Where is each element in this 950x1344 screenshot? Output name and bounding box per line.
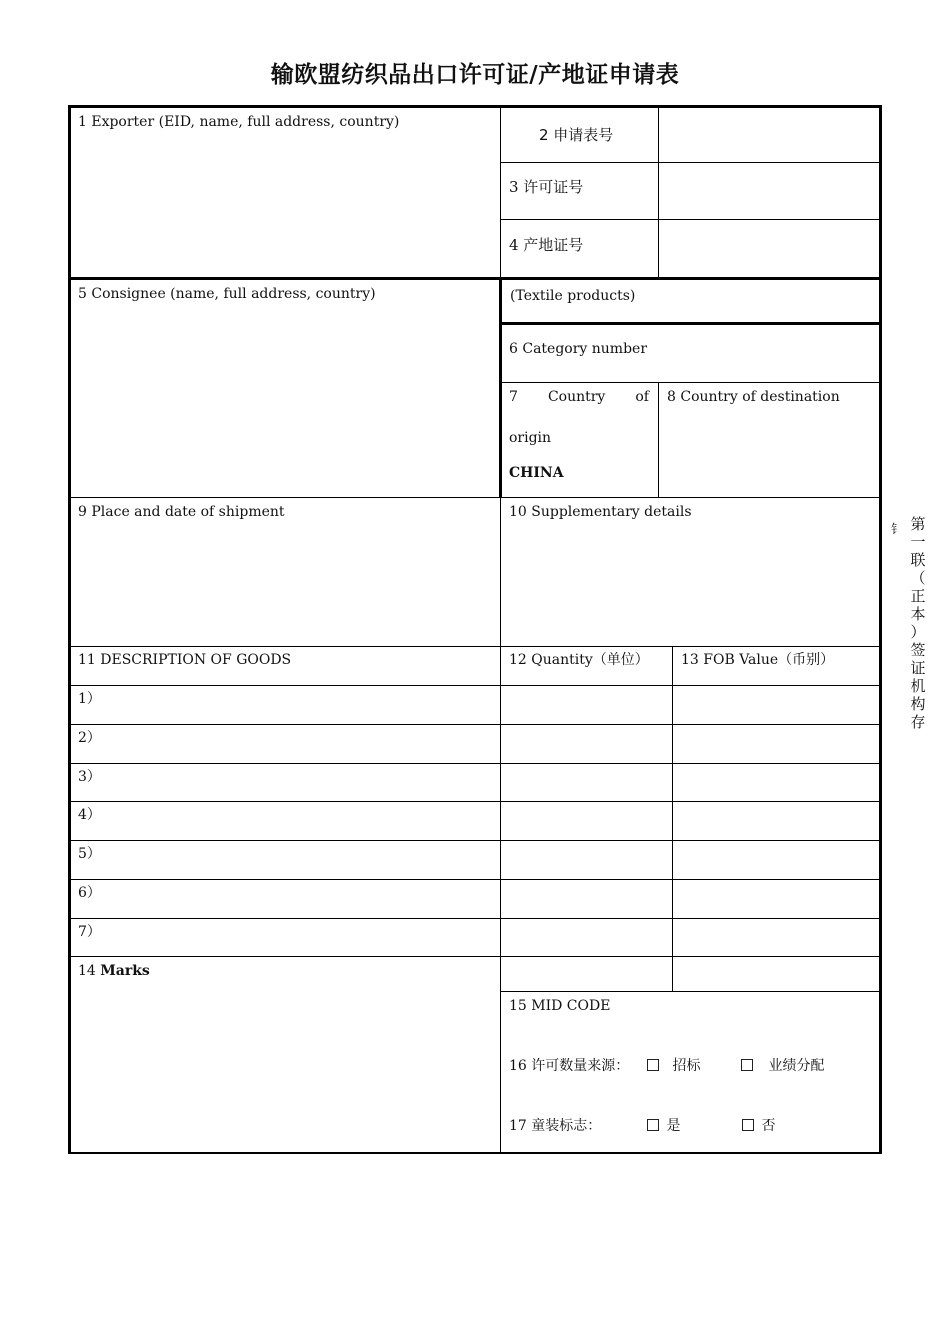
country-of-origin-value: CHINA [509,465,564,481]
consignee-label: 5 Consignee (name, full address, country) [78,286,376,302]
marks-number: 14 [78,963,96,979]
goods-row-label: 3） [78,769,101,785]
fob-value-label: 13 FOB Value（币别） [681,652,835,668]
shipment-label: 9 Place and date of shipment [78,504,285,520]
application-form [68,105,882,1154]
line-after-3 [500,219,881,220]
side-char: 构 [910,695,926,713]
line-goods-7 [68,956,882,957]
divider-col-234 [658,105,659,278]
yes-checkbox[interactable] [647,1119,659,1131]
side-char: 第 [910,515,926,533]
line-after-shipment [68,646,882,647]
line-goods-6 [68,918,882,919]
goods-row-label: 2） [78,730,101,746]
border-bottom [68,1152,882,1154]
divider-col-78 [658,382,659,498]
supplementary-label: 10 Supplementary details [509,504,692,520]
goods-row-label: 6） [78,885,101,901]
performance-label: 业绩分配 [768,1058,825,1074]
line-after-2 [500,162,881,163]
border-left [68,105,71,1154]
side-char: 正 [910,587,926,605]
country-of-origin-label-2: origin [509,430,552,446]
line-goods-5 [68,879,882,880]
no-label: 否 [761,1118,776,1134]
textile-products-label: (Textile products) [510,288,636,304]
side-char: 机 [910,677,926,695]
form-title: 输欧盟纺织品出口许可证/产地证申请表 [270,62,680,88]
origin-cert-no-label: 4 产地证号 [509,236,584,254]
side-char: （ [910,569,926,587]
license-no-label: 3 许可证号 [509,178,584,196]
line-goods-3 [68,801,882,802]
line-after-exporter [68,277,882,280]
country-of-destination-label: 8 Country of destination [667,389,840,405]
option-tender[interactable] [647,1057,700,1075]
side-char: ） [910,623,926,641]
line-goods-header [68,685,882,686]
exporter-label: 1 Exporter (EID, name, full address, country) [78,114,400,130]
divider-thick [499,278,502,498]
option-performance[interactable] [741,1057,824,1075]
line-goods-2 [68,763,882,764]
border-top [68,105,882,108]
category-number-label: 6 Category number [509,341,648,357]
line-goods-1 [68,724,882,725]
side-note [909,515,927,731]
country-of-origin-label [509,388,649,406]
goods-row-label: 4） [78,807,101,823]
marks-text: Marks [100,963,150,979]
yes-label: 是 [666,1118,681,1134]
divider-main [500,105,501,1154]
childrens-wear-label: 17 童装标志： [509,1118,602,1134]
quantity-label: 12 Quantity（单位） [509,652,649,668]
line-goods-4 [68,840,882,841]
goods-row-label: 5） [78,846,101,862]
line-after-category [500,382,881,383]
marks-label [78,962,150,980]
side-char: 证 [910,659,926,677]
tender-checkbox[interactable] [647,1059,659,1071]
goods-description-label: 11 DESCRIPTION OF GOODS [78,652,292,668]
tender-label: 招标 [672,1058,701,1074]
divider-col-qty-fob [672,646,673,992]
side-mark: 钅 [891,522,904,536]
side-char: 签 [910,641,926,659]
option-yes[interactable] [647,1117,680,1135]
goods-row-label: 1） [78,691,101,707]
side-char: 联 [910,551,926,569]
option-no[interactable] [742,1117,775,1135]
application-no-label: 2 申请表号 [539,126,614,144]
performance-checkbox[interactable] [741,1059,753,1071]
goods-row-label: 7） [78,924,101,940]
license-qty-source-label: 16 许可数量来源： [509,1058,630,1074]
side-char: 一 [910,533,926,551]
line-after-consignee [68,497,882,498]
border-right [879,105,882,1154]
line-after-extra-row [500,991,881,992]
side-char: 本 [910,605,926,623]
mid-code-label: 15 MID CODE [509,998,611,1014]
country-of-origin-line1: 7 Country of [509,389,649,405]
line-after-textile [500,322,881,325]
no-checkbox[interactable] [742,1119,754,1131]
side-char: 存 [910,713,926,731]
